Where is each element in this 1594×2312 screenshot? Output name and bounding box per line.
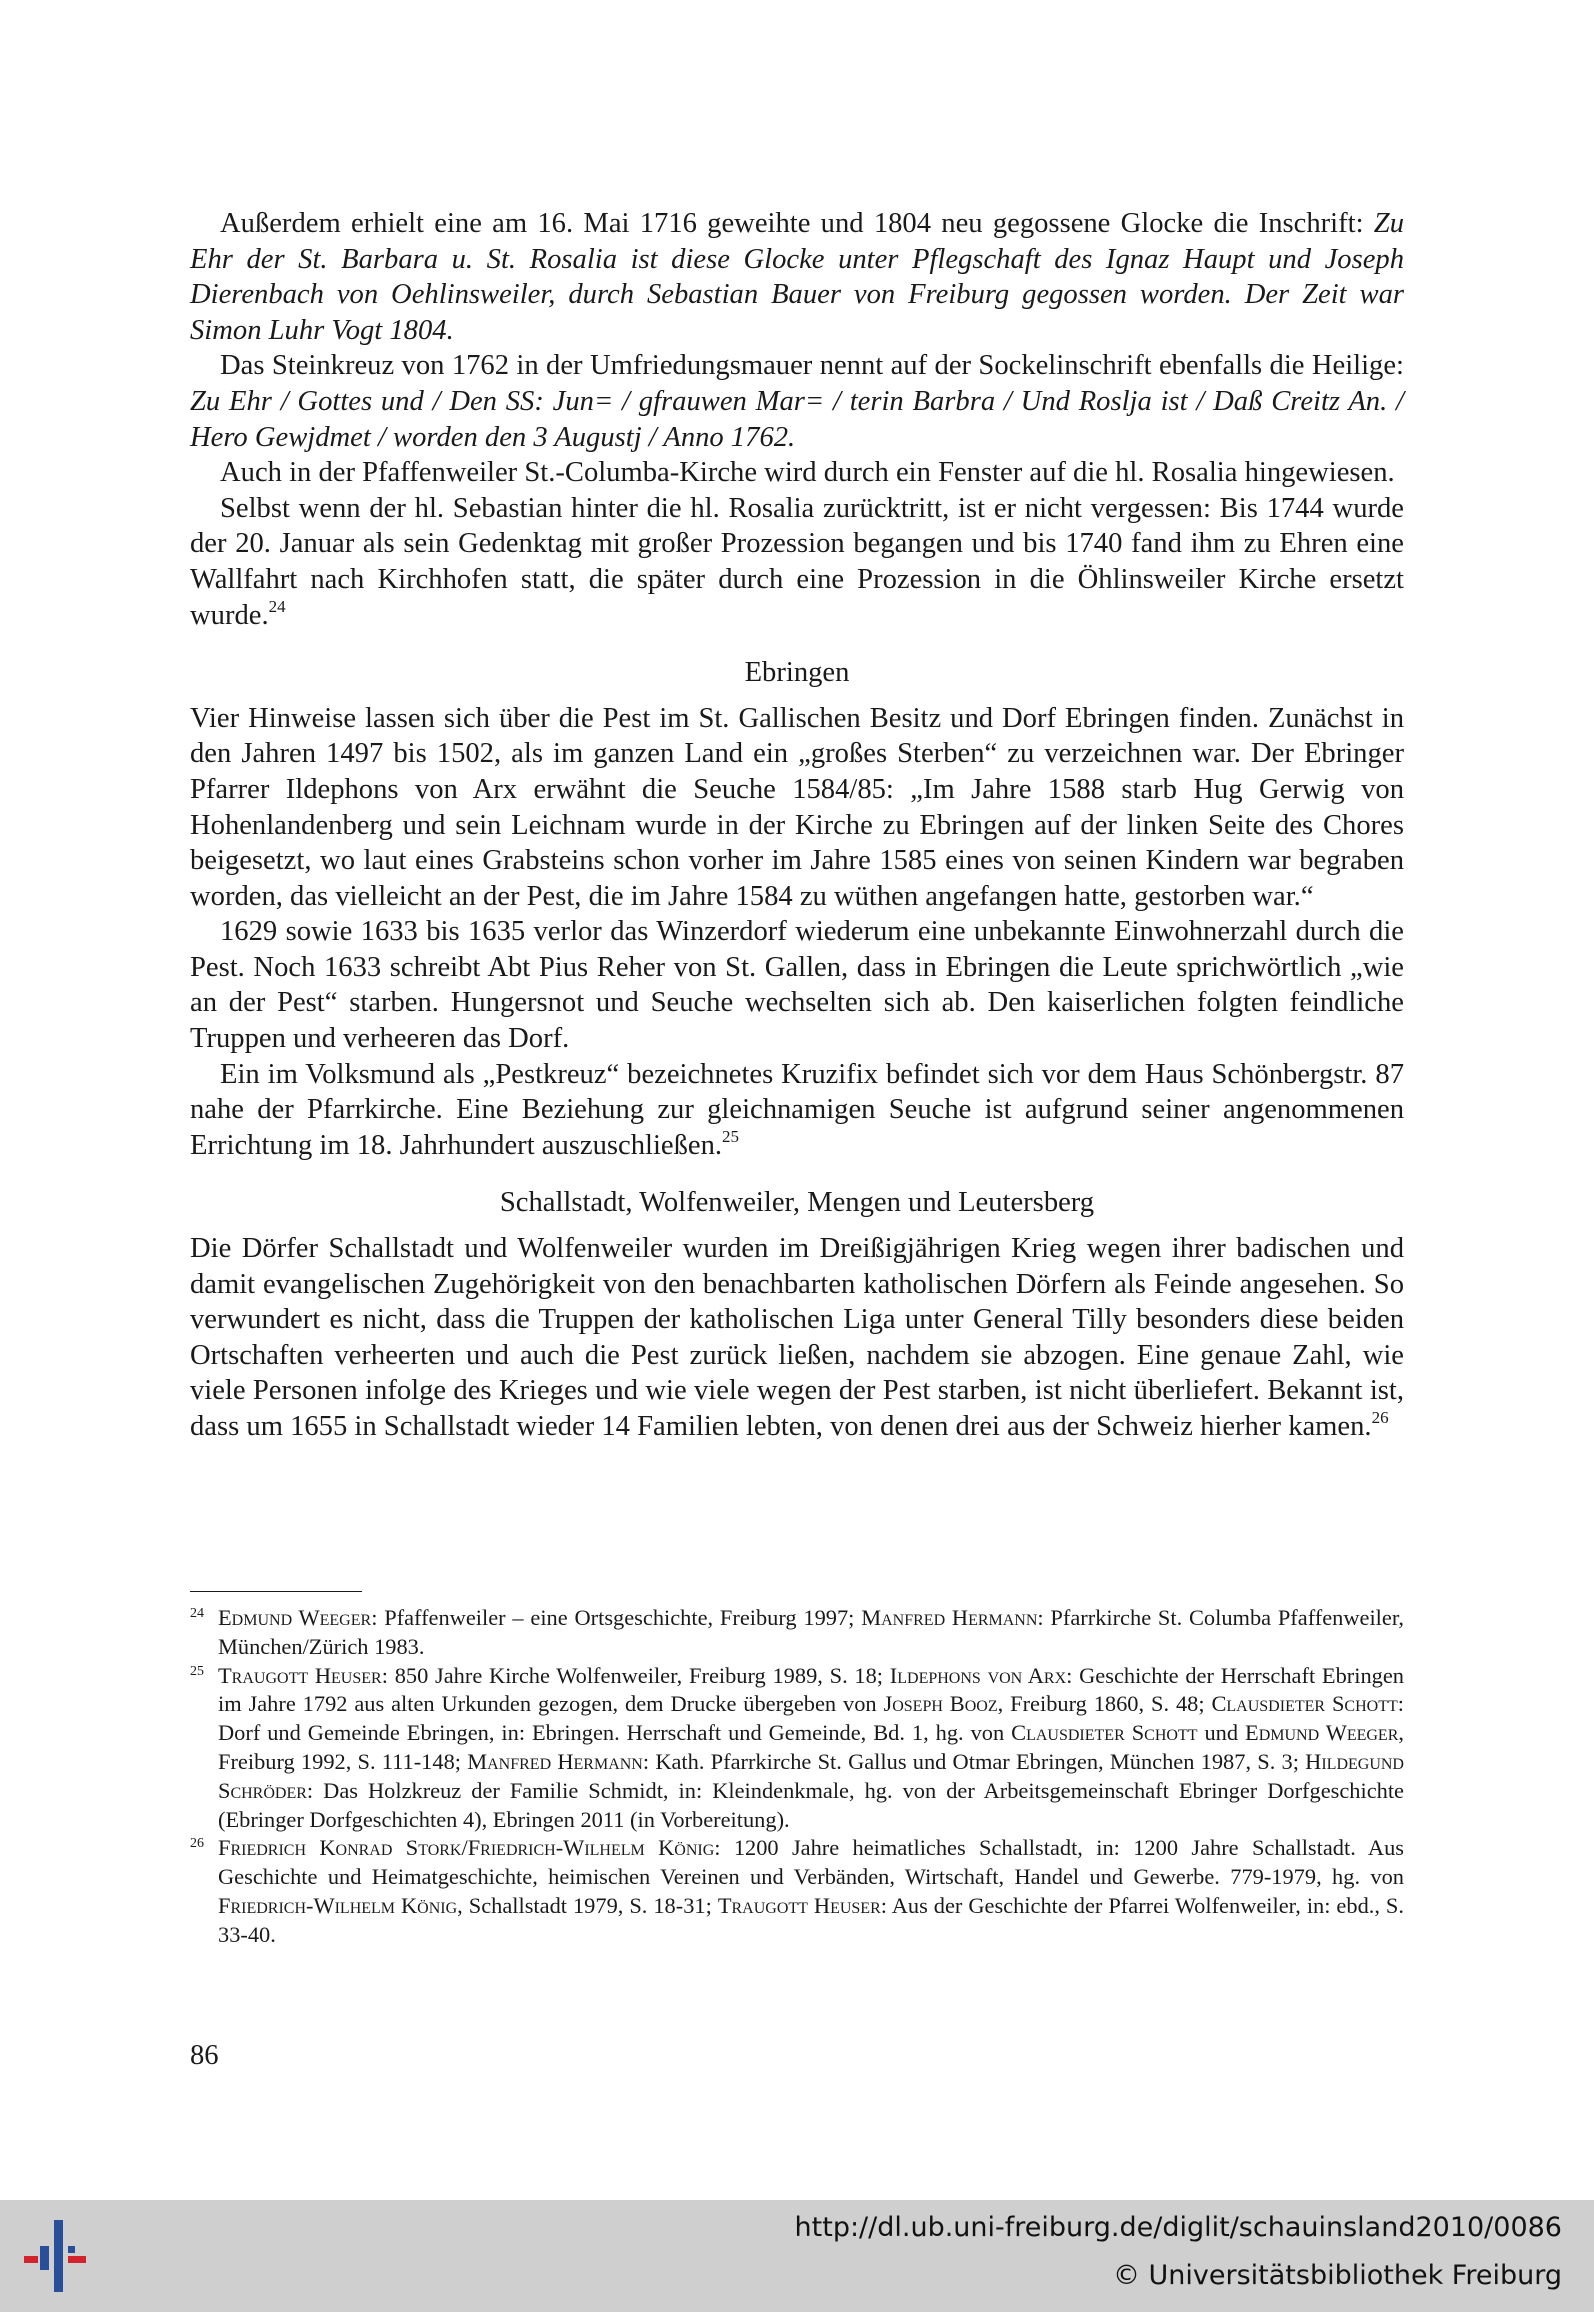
text-run: Selbst wenn der hl. Sebastian hinter die hl. Rosalia zurücktritt, ist er nicht vergessen: Bis 1744 wurde der 20. Januar als sein Gedenktag mit großer Prozession begangen und bis 1740 fand ihm zu Ehren eine Wallfahrt nach Kirchhofen statt, die später durch eine Prozession in die Öhlinsweiler Kirche ersetzt wurde.	[190, 492, 1404, 631]
author-name: Friedrich-Wilhelm König	[467, 1835, 715, 1861]
author-name: Traugott Heuser	[717, 1892, 881, 1918]
footnotes	[190, 1604, 1404, 1950]
paragraph	[190, 1057, 1404, 1164]
text-run: , Schallstadt 1979, S. 18-31;	[457, 1892, 718, 1918]
text-run: : 1200 Jahre heimatliches Schallstadt, in: 1200 Jahre Schallstadt. Aus Geschichte und Heimatgeschichte, heimischen Vereinen und Verbänden, Wirtschaft, Handel und Gewerbe. 779-1979, hg. von	[218, 1835, 1404, 1890]
footnote-text	[218, 1834, 1404, 1949]
text-run: Ein im Volksmund als „Pestkreuz“ bezeichnetes Kruzifix befindet sich vor dem Haus Schönbergstr. 87 nahe der Pfarrkirche. Eine Beziehung zur gleichnamigen Seuche ist aufgrund seiner angenommenen Errichtung im 18. Jahrhundert auszuschließen.	[190, 1058, 1404, 1161]
copyright-notice: © Universitätsbibliothek Freiburg	[1112, 2260, 1562, 2291]
author-name: Ildephons von Arx	[889, 1662, 1067, 1688]
footnote-separator	[190, 1591, 362, 1592]
footnote-number: 26	[190, 1836, 204, 1852]
text-run: : Geschichte der Herrschaft Ebringen im Jahre 1792 aus alten Urkunden gezogen, dem Drucke übergeben von	[218, 1662, 1404, 1717]
heading-schallstadt: Schallstadt, Wolfenweiler, Mengen und Leutersberg	[499, 1187, 1095, 1219]
page-number: 86	[190, 2040, 219, 2071]
footnote-text	[218, 1604, 1404, 1662]
author-name: Manfred Hermann	[467, 1748, 643, 1774]
author-name: Edmund Weeger	[218, 1605, 372, 1630]
paragraph	[190, 206, 1404, 348]
footnote-24	[190, 1604, 1404, 1662]
author-name: Friedrich Konrad Stork	[218, 1835, 462, 1861]
footnote-number: 24	[190, 1606, 204, 1621]
author-name: Edmund Weeger	[1245, 1720, 1399, 1746]
author-name: Friedrich-Wilhelm König	[218, 1892, 458, 1918]
footnote-ref: 25	[722, 1126, 740, 1146]
text-run: : Das Holzkreuz der Familie Schmidt, in: Kleindenkmale, hg. von der Arbeitsgemeinschaft Ebringer Dorfgeschichte (Ebringer Dorfgeschichten 4), Ebringen 2011 (in Vorbereitung).	[218, 1777, 1404, 1832]
text-run: : 850 Jahre Kirche Wolfenweiler, Freiburg 1989, S. 18;	[381, 1662, 890, 1688]
text-run: , Freiburg 1992, S. 111-148;	[218, 1720, 1404, 1774]
author-name: Clausdieter Schott	[1011, 1720, 1198, 1746]
paragraph	[190, 455, 1404, 491]
author-name: Hildegund Schröder	[218, 1748, 1404, 1803]
text-run: Das Steinkreuz von 1762 in der Umfriedungsmauer nennt auf der Sockelinschrift ebenfalls die Heilige:	[220, 350, 1404, 382]
footnote-text	[218, 1662, 1404, 1835]
footnote-ref: 24	[268, 596, 286, 616]
text-run: : Aus der Geschichte der Pfarrei Wolfenweiler, in: ebd., S. 33-40.	[218, 1892, 1404, 1947]
author-name: Joseph Booz	[883, 1691, 998, 1717]
text-run: Vier Hinweise lassen sich über die Pest im St. Gallischen Besitz und Dorf Ebringen finden. Zunächst in den Jahren 1497 bis 1502, als im ganzen Land ein „großes Sterben“ zu verzeichnen war. Der Ebringer Pfarrer Ildephons von Arx erwähnt die Seuche 1584/85: „Im Jahre 1588 starb Hug Gerwig von Hohenlandenberg und sein Leichnam wurde in der Kirche zu Ebringen auf der linken Seite des Chores beigesetzt, wo laut eines Grabsteins schon vorher im Jahre 1585 eines von seinen Kindern war begraben worden, das vielleicht an der Pest, die im Jahre 1584 zu wüthen angefangen hatte, gestorben war.“	[190, 702, 1404, 912]
author-name: Clausdieter Schott	[1211, 1691, 1398, 1717]
text-run: Auch in der Pfaffenweiler St.-Columba-Kirche wird durch ein Fenster auf die hl. Rosalia hingewiesen.	[220, 457, 1395, 489]
section-schallstadt	[190, 1231, 1404, 1445]
permalink-url[interactable]: http://dl.ub.uni-freiburg.de/diglit/schauinsland2010/0086	[794, 2212, 1562, 2243]
footnote-26	[190, 1834, 1404, 1949]
footnote-25	[190, 1662, 1404, 1835]
text-run: Außerdem erhielt eine am 16. Mai 1716 geweihte und 1804 neu gegossene Glocke die Inschrift:	[220, 208, 1374, 239]
paragraph	[190, 1231, 1404, 1445]
italic-quote: Zu Ehr der St. Barbara u. St. Rosalia ist diese Glocke unter Pflegschaft des Ignaz Haupt und Joseph Dierenbach von Oehlinsweiler, durch Sebastian Bauer von Freiburg gegossen worden. Der Zeit war Simon Luhr Vogt 1804.	[190, 208, 1404, 346]
text-run: : Dorf und Gemeinde Ebringen, in: Ebringen. Herrschaft und Gemeinde, Bd. 1, hg. von	[218, 1691, 1404, 1746]
text-run: : Kath. Pfarrkirche St. Gallus und Otmar Ebringen, München 1987, S. 3;	[642, 1748, 1306, 1774]
section-rosalia	[190, 206, 1404, 633]
heading-ebringen: Ebringen	[744, 657, 850, 689]
page-body	[190, 206, 1404, 1445]
text-run: und	[1197, 1720, 1246, 1746]
paragraph	[190, 914, 1404, 1056]
paragraph	[190, 491, 1404, 633]
paragraph	[190, 348, 1404, 455]
text-run: : Pfarrkirche St. Columba Pfaffenweiler, München/Zürich 1983.	[218, 1605, 1404, 1659]
italic-quote: Zu Ehr / Gottes und / Den SS: Jun= / gfrauwen Mar= / terin Barbra / Und Roslja ist / Daß Creitz An. / Hero Gewjdmet / worden den 3 Augustj / Anno 1762.	[190, 385, 1404, 453]
text-run: /	[461, 1835, 468, 1861]
paragraph	[190, 701, 1404, 915]
text-run: , Freiburg 1860, S. 48;	[997, 1691, 1212, 1717]
ub-freiburg-logo-icon	[20, 2216, 100, 2296]
text-run: : Pfaffenweiler – eine Ortsgeschichte, Freiburg 1997;	[371, 1605, 862, 1630]
text-run: 1629 sowie 1633 bis 1635 verlor das Winzerdorf wiederum eine unbekannte Einwohnerzahl durch die Pest. Noch 1633 schreibt Abt Pius Reher von St. Gallen, dass in Ebringen die Leute sprichwörtlich „wie an der Pest“ starben. Hungersnot und Seuche wechselten sich ab. Den kaiserlichen folgten feindliche Truppen und verheeren das Dorf.	[190, 916, 1404, 1055]
author-name: Traugott Heuser	[218, 1662, 382, 1688]
footnote-ref: 26	[1371, 1408, 1389, 1427]
text-run: Die Dörfer Schallstadt und Wolfenweiler wurden im Dreißigjährigen Krieg wegen ihrer badischen und damit evangelischen Zugehörigkeit von den benachbarten katholischen Dörfern als Feinde angesehen. So verwundert es nicht, dass die Truppen der katholischen Liga unter General Tilly besonders diese beiden Ortschaften verheerten und auch die Pest zurück ließen, nachdem sie abzogen. Eine genaue Zahl, wie viele Personen infolge des Krieges und wie viele wegen der Pest starben, ist nicht überliefert. Bekannt ist, dass um 1655 in Schallstadt wieder 14 Familien lebten, von denen drei aus der Schweiz hierher kamen.	[190, 1233, 1404, 1442]
section-ebringen	[190, 701, 1404, 1164]
author-name: Manfred Hermann	[861, 1605, 1038, 1630]
footnote-number: 25	[190, 1663, 204, 1679]
library-bar	[0, 2200, 1594, 2312]
